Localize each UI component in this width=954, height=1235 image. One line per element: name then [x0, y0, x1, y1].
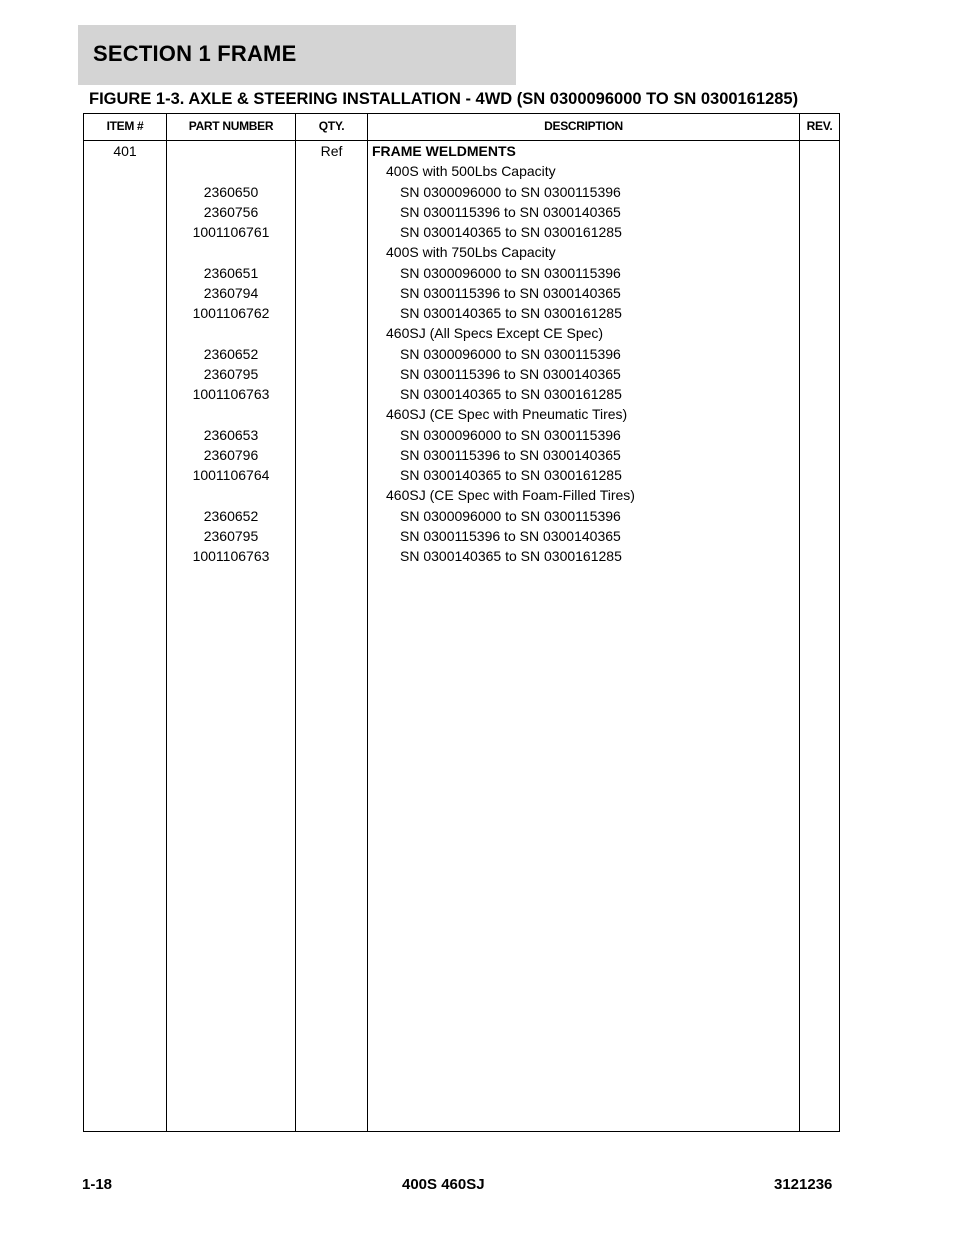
description-cell: SN 0300096000 to SN 0300115396: [400, 507, 621, 524]
part-number-cell: 1001106763: [192, 548, 270, 564]
footer-page-number: 1-18: [82, 1176, 113, 1193]
description-cell: 460SJ (CE Spec with Pneumatic Tires): [386, 406, 628, 423]
part-number-cell: 2360795: [203, 365, 259, 382]
description-cell: SN 0300096000 to SN 0300115396: [400, 345, 621, 362]
description-cell: SN 0300115396 to SN 0300140365: [400, 203, 621, 220]
table-row: [84, 506, 839, 526]
part-number-cell: 2360653: [203, 426, 259, 443]
description-cell: 400S with 750Lbs Capacity: [386, 244, 556, 261]
table-row: [84, 323, 839, 343]
table-row: [84, 202, 839, 222]
part-number-cell: 1001106761: [192, 224, 270, 240]
part-number-cell: 2360651: [203, 264, 259, 281]
header-part-number: PART NUMBER: [188, 119, 274, 133]
description-cell: 460SJ (All Specs Except CE Spec): [386, 325, 604, 342]
header-item: ITEM #: [106, 119, 144, 133]
description-cell: SN 0300096000 to SN 0300115396: [400, 183, 621, 200]
table-row: [84, 384, 839, 404]
footer-doc-number: 3121236: [774, 1176, 833, 1193]
description-cell: SN 0300140365 to SN 0300161285: [400, 224, 622, 240]
part-number-cell: 2360795: [203, 527, 259, 544]
section-title: SECTION 1 FRAME: [93, 41, 297, 66]
description-cell: 400S with 500Lbs Capacity: [386, 163, 556, 180]
table-row: [84, 344, 839, 364]
part-number-cell: 2360794: [203, 284, 259, 301]
table-row: [84, 141, 839, 161]
part-number-cell: 2360652: [203, 345, 259, 362]
description-cell: FRAME WELDMENTS: [372, 143, 516, 159]
description-cell: 460SJ (CE Spec with Foam-Filled Tires): [386, 487, 635, 504]
description-cell: SN 0300115396 to SN 0300140365: [400, 527, 621, 544]
table-row: [84, 445, 839, 465]
table-row: [84, 222, 839, 242]
description-cell: SN 0300140365 to SN 0300161285: [400, 467, 622, 483]
description-cell: SN 0300096000 to SN 0300115396: [400, 264, 621, 281]
table-body: [84, 141, 839, 566]
table-row: [84, 303, 839, 323]
table-row: [84, 161, 839, 181]
description-cell: SN 0300140365 to SN 0300161285: [400, 548, 622, 564]
part-number-cell: 1001106762: [192, 305, 270, 321]
table-row: [84, 404, 839, 424]
qty-cell: Ref: [320, 143, 343, 159]
description-cell: SN 0300115396 to SN 0300140365: [400, 446, 621, 463]
part-number-cell: 2360756: [203, 203, 259, 220]
header-rev: REV.: [806, 119, 833, 133]
header-description: DESCRIPTION: [544, 119, 623, 133]
description-cell: SN 0300140365 to SN 0300161285: [400, 305, 622, 321]
table-row: [84, 242, 839, 262]
description-cell: SN 0300096000 to SN 0300115396: [400, 426, 621, 443]
table-row: [84, 465, 839, 485]
part-number-cell: 2360652: [203, 507, 259, 524]
table-row: [84, 263, 839, 283]
part-number-cell: 1001106763: [192, 386, 270, 402]
table-row: [84, 283, 839, 303]
part-number-cell: 2360650: [203, 183, 259, 200]
header-qty: QTY.: [318, 119, 345, 133]
table-row: [84, 546, 839, 566]
table-row: [84, 485, 839, 505]
figure-title: FIGURE 1-3. AXLE & STEERING INSTALLATION - 4WD (SN 0300096000 TO SN 0300161285): [89, 90, 799, 108]
part-number-cell: 1001106764: [192, 467, 270, 483]
description-cell: SN 0300115396 to SN 0300140365: [400, 365, 621, 382]
table-row: [84, 364, 839, 384]
description-cell: SN 0300115396 to SN 0300140365: [400, 284, 621, 301]
item-cell: 401: [113, 143, 137, 159]
description-cell: SN 0300140365 to SN 0300161285: [400, 386, 622, 402]
footer-model: 400S 460SJ: [402, 1176, 485, 1193]
parts-table: [83, 113, 840, 1132]
table-row: [84, 182, 839, 202]
part-number-cell: 2360796: [203, 446, 259, 463]
table-row: [84, 526, 839, 546]
table-row: [84, 425, 839, 445]
